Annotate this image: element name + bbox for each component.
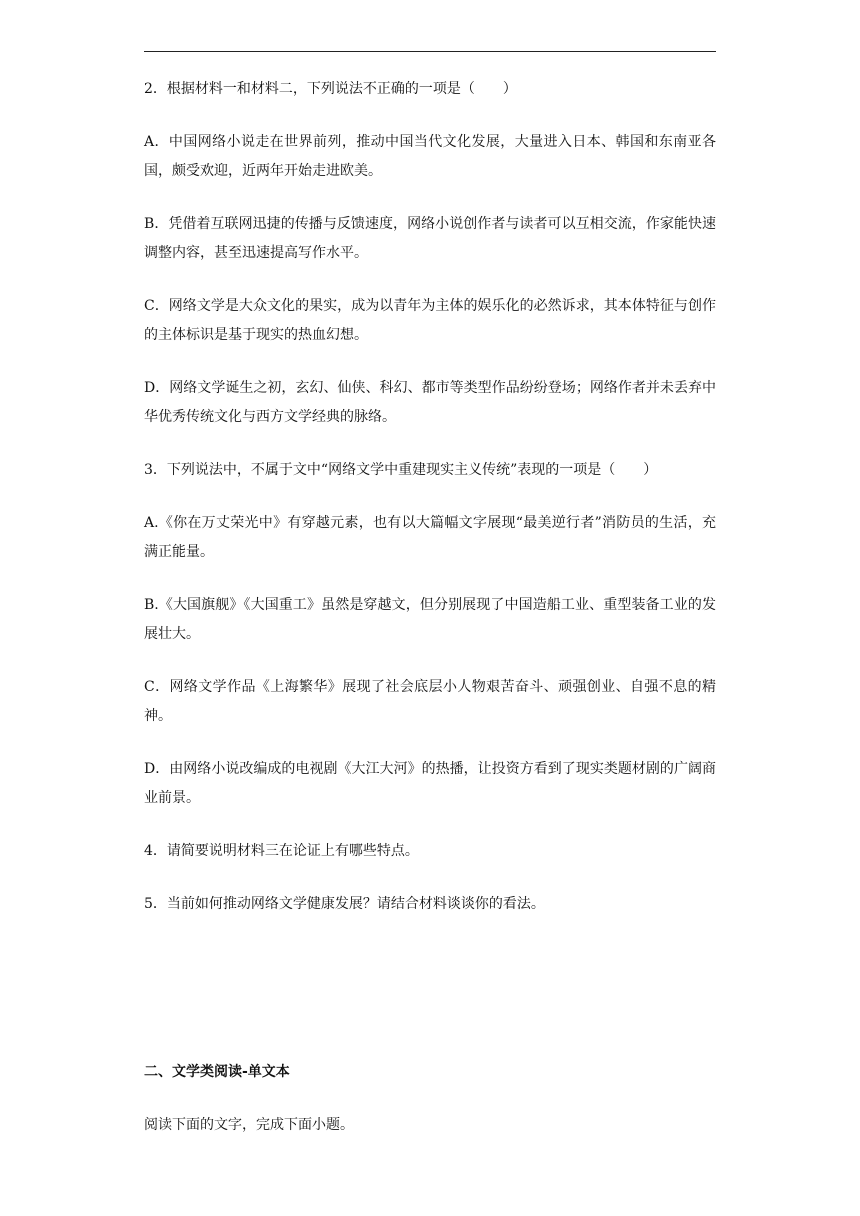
section-title: 二、文学类阅读-单文本 bbox=[144, 1064, 290, 1080]
question-2-option-b: B．凭借着互联网迅捷的传播与反馈速度，网络小说创作者与读者可以互相交流，作家能快速调整内容，甚至迅速提高写作水平。 bbox=[144, 216, 716, 261]
question-3-option-a: A.《你在万丈荣光中》有穿越元素，也有以大篇幅文字展现“最美逆行者”消防员的生活，充满正能量。 bbox=[144, 515, 716, 560]
question-2-option-a: A．中国网络小说走在世界前列，推动中国当代文化发展，大量进入日本、韩国和东南亚各国，颇受欢迎，近两年开始走进欧美。 bbox=[144, 134, 716, 179]
question-3-option-b: B.《大国旗舰》《大国重工》虽然是穿越文，但分别展现了中国造船工业、重型装备工业的发展壮大。 bbox=[144, 597, 716, 642]
question-3-option-c: C．网络文学作品《上海繁华》展现了社会底层小人物艰苦奋斗、顽强创业、自强不息的精神。 bbox=[144, 679, 716, 724]
question-4-stem: 4．请简要说明材料三在论证上有哪些特点。 bbox=[144, 843, 419, 859]
question-2-option-c: C．网络文学是大众文化的果实，成为以青年为主体的娱乐化的必然诉求，其本体特征与创作的主体标识是基于现实的热血幻想。 bbox=[144, 298, 716, 343]
document-body bbox=[144, 75, 716, 1140]
question-2-option-d: D．网络文学诞生之初，玄幻、仙侠、科幻、都市等类型作品纷纷登场；网络作者并未丢弃中华优秀传统文化与西方文学经典的脉络。 bbox=[144, 380, 716, 425]
section-instruction: 阅读下面的文字，完成下面小题。 bbox=[144, 1117, 354, 1133]
question-5-stem: 5．当前如何推动网络文学健康发展？请结合材料谈谈你的看法。 bbox=[144, 896, 545, 912]
question-3-option-d: D．由网络小说改编成的电视剧《大江大河》的热播，让投资方看到了现实类题材剧的广阔商业前景。 bbox=[144, 761, 716, 806]
header-rule bbox=[144, 51, 716, 52]
question-2-stem: 2．根据材料一和材料二，下列说法不正确的一项是（ ） bbox=[144, 81, 517, 97]
question-3-stem: 3．下列说法中，不属于文中“网络文学中重建现实主义传统”表现的一项是（ ） bbox=[144, 462, 658, 478]
